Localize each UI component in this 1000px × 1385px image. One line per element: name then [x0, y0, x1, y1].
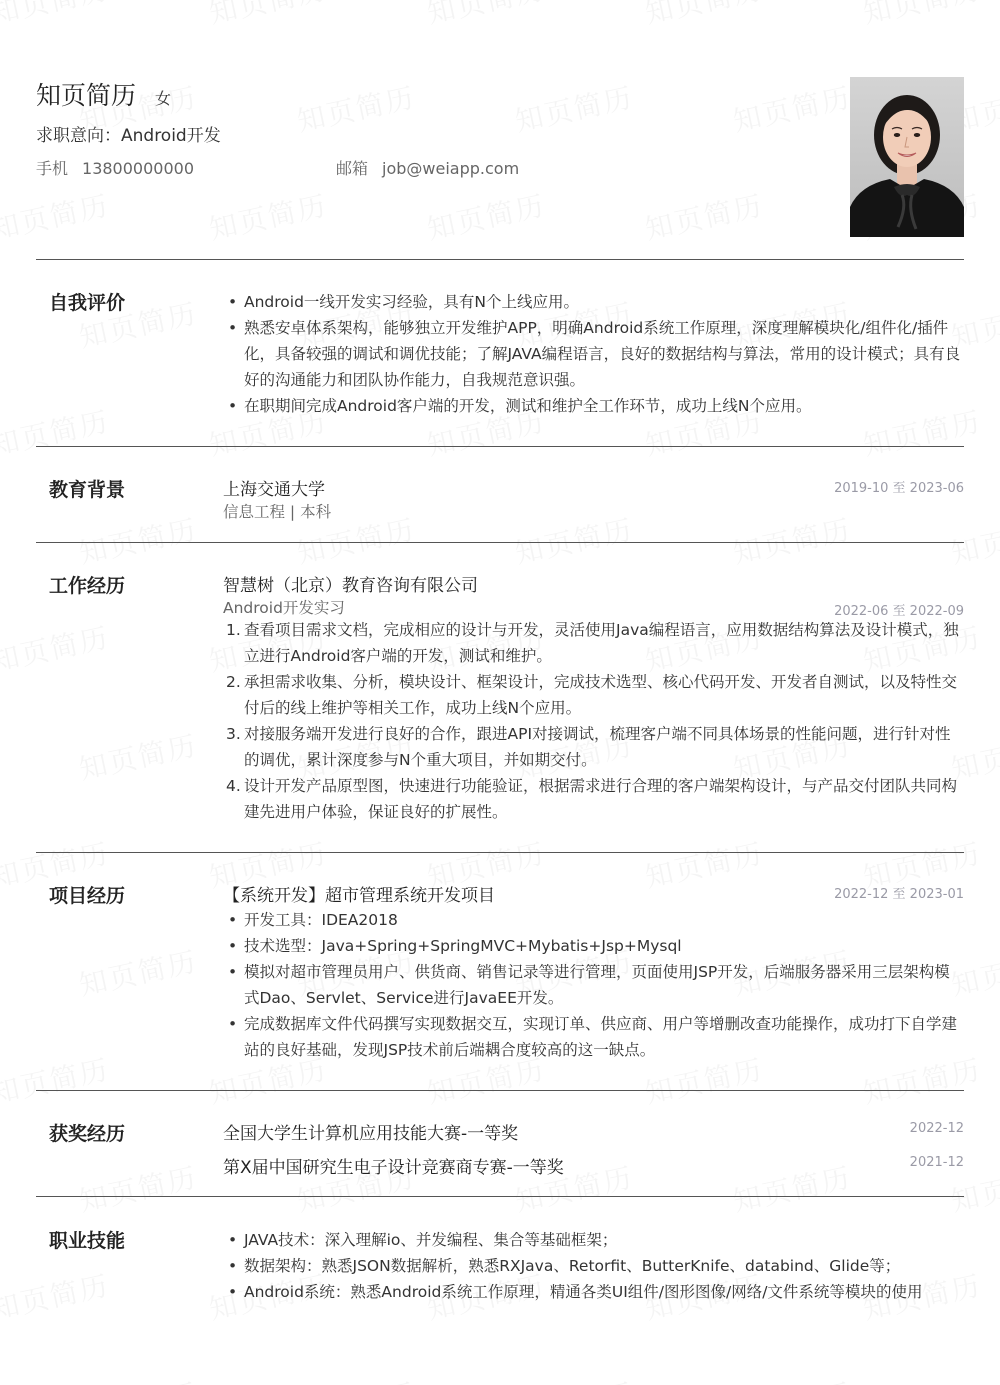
section-title-skills: 职业技能 — [49, 1230, 126, 1252]
list-item — [224, 669, 964, 721]
item-number: 2. — [226, 673, 241, 691]
item-text: 承担需求收集、分析，模块设计、框架设计，完成技术选型、核心代码开发、开发者自测试，以及特性交付后的线上维护等相关工作，成功上线N个应用。 — [244, 673, 958, 717]
email-contact — [336, 156, 519, 179]
education-date: 2019-10 至 2023-06 — [834, 481, 964, 496]
item-text: 查看项目需求文档，完成相应的设计与开发，灵活使用Java编程语言，应用数据结构算法及设计模式，独立进行Android客户端的开发，测试和维护。 — [244, 621, 959, 665]
list-item: • 熟悉安卓体系架构，能够独立开发维护APP，明确Android系统工作原理，深度理解模块化/组件化/插件化，具备较强的调试和调优技能；了解JAVA编程语言，良好的数据结构与算法，常用的设计模式；具有良好的沟通能力和团队协作能力，自我规范意识强。 — [222, 315, 962, 393]
profile-photo — [850, 77, 964, 237]
divider — [36, 1196, 964, 1197]
item-number: 1. — [226, 621, 241, 639]
list-item: • JAVA技术：深入理解io、并发编程、集合等基础框架； — [222, 1227, 982, 1253]
item-text: 设计开发产品原型图，快速进行功能验证，根据需求进行合理的客户端架构设计，与产品交付团队共同构建先进用户体验，保证良好的扩展性。 — [244, 777, 958, 821]
project-date: 2022-12 至 2023-01 — [834, 887, 964, 902]
list-item — [224, 617, 964, 669]
item-number: 4. — [226, 777, 241, 795]
work-role: Android开发实习 — [223, 599, 345, 617]
divider — [36, 542, 964, 543]
list-item — [224, 773, 964, 825]
project-detail-list — [222, 907, 964, 1063]
company-name: 智慧树（北京）教育咨询有限公司 — [223, 576, 478, 596]
list-item: • Android一线开发实习经验，具有N个上线应用。 — [222, 289, 962, 315]
list-item: • 模拟对超市管理员用户、供货商、销售记录等进行管理，页面使用JSP开发，后端服务器采用三层架构模式Dao、Servlet、Service进行JavaEE开发。 — [222, 959, 964, 1011]
section-title-education: 教育背景 — [49, 479, 126, 501]
section-title-awards: 获奖经历 — [49, 1123, 126, 1145]
list-item: • 完成数据库文件代码撰写实现数据交互，实现订单、供应商、用户等增删改查功能操作，成功打下自学建站的良好基础，发现JSP技术前后端耦合度较高的这一缺点。 — [222, 1011, 964, 1063]
award-name: 第X届中国研究生电子设计竞赛商专赛-一等奖 — [223, 1158, 564, 1178]
list-item: • Android系统：熟悉Android系统工作原理，精通各类UI组件/图形图像/网络/文件系统等模块的使用 — [222, 1279, 982, 1305]
list-item — [224, 721, 964, 773]
section-title-project: 项目经历 — [49, 885, 126, 907]
email-label: 邮箱 — [336, 159, 369, 178]
education-detail: 信息工程 | 本科 — [223, 503, 332, 521]
project-name: 【系统开发】超市管理系统开发项目 — [223, 886, 495, 906]
divider — [36, 446, 964, 447]
award-date: 2021-12 — [909, 1155, 964, 1170]
item-number: 3. — [226, 725, 241, 743]
divider — [36, 259, 964, 260]
award-date: 2022-12 — [909, 1121, 964, 1136]
school-name: 上海交通大学 — [223, 480, 325, 500]
job-intent: 求职意向：Android开发 — [36, 126, 221, 146]
candidate-gender: 女 — [155, 89, 172, 108]
profile-photo-image — [850, 77, 964, 237]
item-text: 对接服务端开发进行良好的合作，跟进API对接调试，梳理客户端不同具体场景的性能问题，进行针对性的调优，累计深度参与N个重大项目，并如期交付。 — [244, 725, 951, 769]
divider — [36, 852, 964, 853]
phone-label: 手机 — [36, 159, 69, 178]
list-item: • 技术选型：Java+Spring+SpringMVC+Mybatis+Jsp+Mysql — [222, 933, 964, 959]
list-item: • 在职期间完成Android客户端的开发，测试和维护全工作环节，成功上线N个应用。 — [222, 393, 962, 419]
self-eval-list — [222, 289, 962, 419]
work-duty-list — [224, 617, 964, 825]
section-title-work: 工作经历 — [49, 575, 126, 597]
candidate-name: 知页简历 — [36, 81, 137, 110]
divider — [36, 1090, 964, 1091]
award-name: 全国大学生计算机应用技能大赛-一等奖 — [223, 1124, 519, 1144]
work-date: 2022-06 至 2022-09 — [834, 604, 964, 619]
section-title-self-eval: 自我评价 — [49, 292, 126, 314]
skills-list — [222, 1227, 982, 1305]
phone-contact — [36, 156, 194, 179]
list-item: • 数据架构：熟悉JSON数据解析，熟悉RXJava、Retorfit、ButterKnife、databind、Glide等； — [222, 1253, 982, 1279]
email-value: job@weiapp.com — [382, 159, 520, 178]
phone-value: 13800000000 — [82, 159, 194, 178]
list-item: • 开发工具：IDEA2018 — [222, 907, 964, 933]
